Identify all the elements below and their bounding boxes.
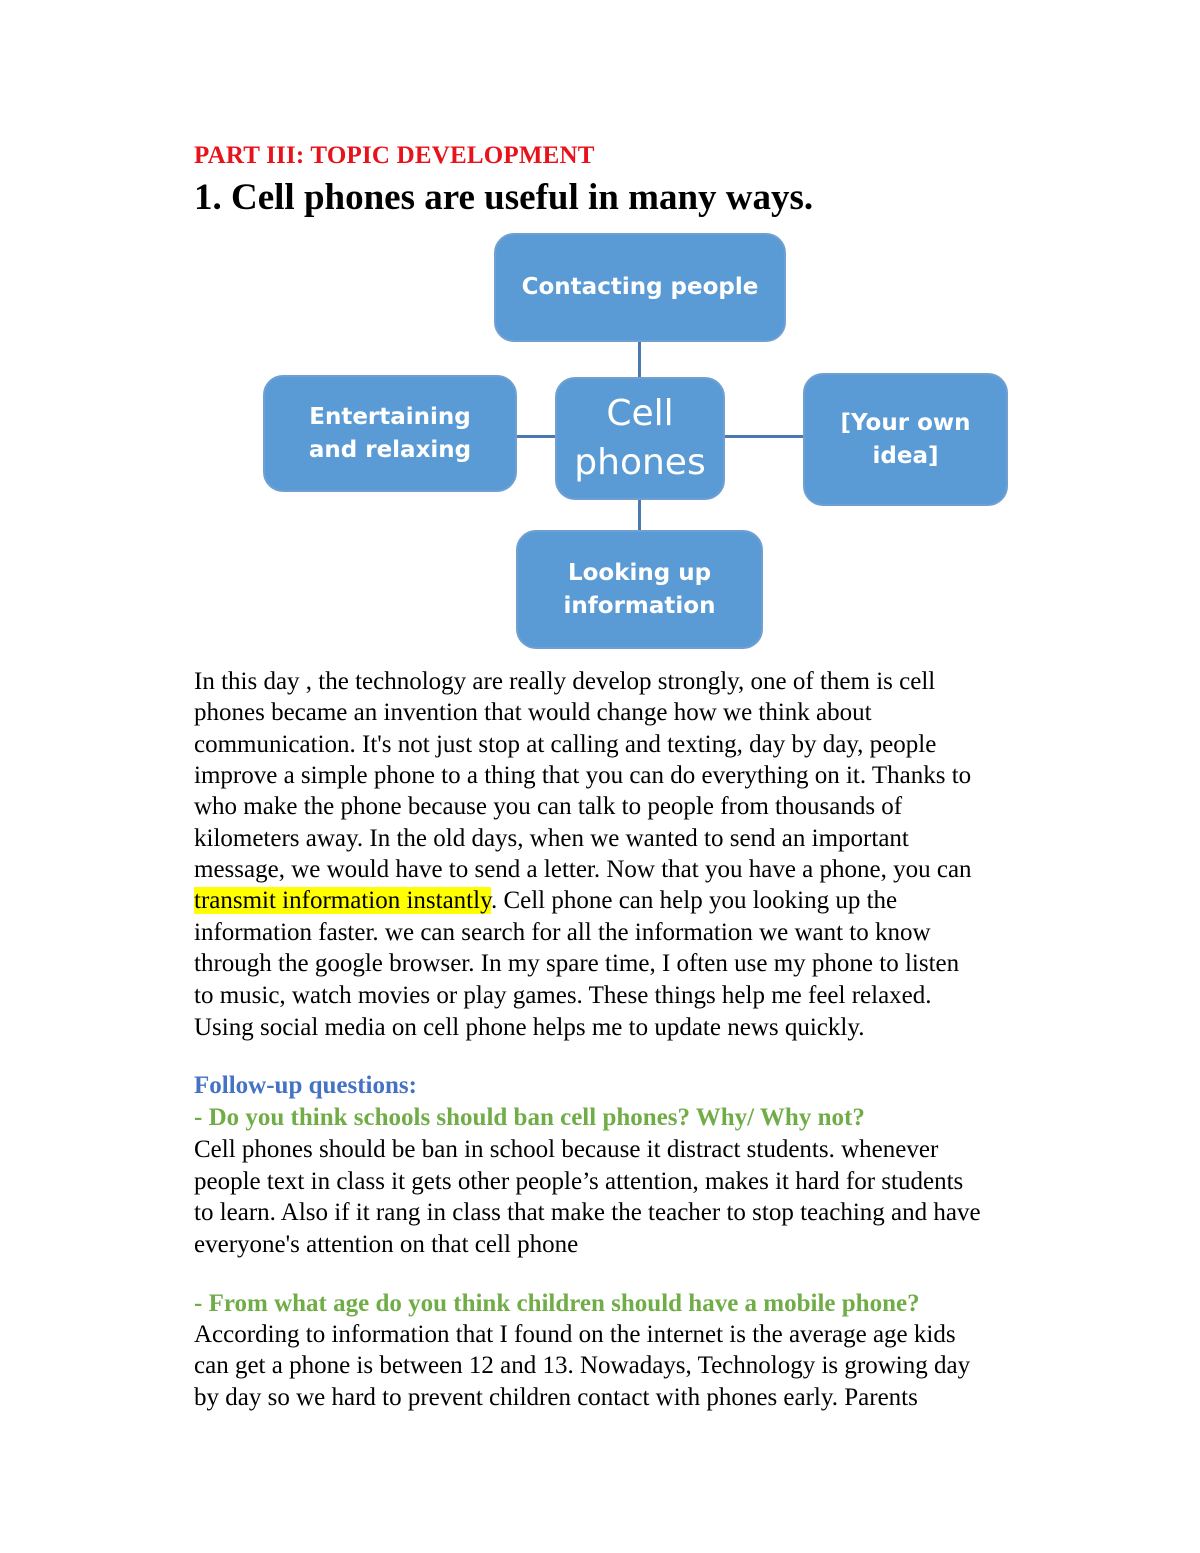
node-entertaining-relaxing [263,375,517,492]
paragraph-line: phones became an invention that would change how we think about [194,699,872,726]
connector-left [516,435,556,438]
paragraph-line: to music, watch movies or play games. These things help me feel relaxed. [194,982,932,1009]
answer-line: Cell phones should be ban in school because it distract students. whenever [194,1136,939,1163]
paragraph-line-highlighted [194,885,897,916]
connector-bottom [638,499,641,530]
answer-line: everyone's attention on that cell phone [194,1231,579,1258]
answer-line: According to information that I found on the internet is the average age kids [194,1321,956,1348]
answer-line: can get a phone is between 12 and 13. Nowadays, Technology is growing day [194,1352,971,1379]
highlighted-text: transmit information instantly [194,887,491,914]
paragraph-line: message, we would have to send a letter. Now that you have a phone, you can [194,856,972,883]
paragraph-line: communication. It's not just stop at calling and texting, day by day, people [194,731,937,758]
question-age: - From what age do you think children should have a mobile phone? [194,1290,920,1317]
paragraph-line-rest: . Cell phone can help you looking up the [490,887,898,914]
node-looking-up-information [516,530,763,649]
node-contacting-people: Contacting people [494,233,786,342]
node-center-label: Cell phones [574,392,706,483]
node-your-own-idea: [Your own idea] [803,373,1008,506]
follow-up-title: Follow-up questions: [194,1072,417,1099]
paragraph-line: kilometers away. In the old days, when we wanted to send an important [194,825,909,852]
paragraph-line: through the google browser. In my spare time, I often use my phone to listen [194,950,960,977]
paragraph-line: Using social media on cell phone helps me to update news quickly. [194,1014,865,1041]
answer-line: to learn. Also if it rang in class that make the teacher to stop teaching and have [194,1199,981,1226]
connector-right [724,435,804,438]
answer-line: by day so we hard to prevent children contact with phones early. Parents [194,1384,918,1411]
paragraph-line: improve a simple phone to a thing that you can do everything on it. Thanks to [194,762,972,789]
node-entertaining-label: Entertaining and relaxing [308,404,472,463]
paragraph-line: In this day , the technology are really develop strongly, one of them is cell [194,668,936,695]
topic-heading: 1. Cell phones are useful in many ways. [194,177,814,218]
answer-line: people text in class it gets other people’s attention, makes it hard for students [194,1168,964,1195]
question-ban-phones: - Do you think schools should ban cell phones? Why/ Why not? [194,1104,865,1131]
part-title: PART III: TOPIC DEVELOPMENT [194,142,595,169]
node-cell-phones [555,377,725,500]
node-looking-up-label: Looking up information [563,560,716,619]
connector-top [638,341,641,378]
paragraph-line: information faster. we can search for all the information we want to know [194,919,931,946]
paragraph-line: who make the phone because you can talk to people from thousands of [194,793,903,820]
